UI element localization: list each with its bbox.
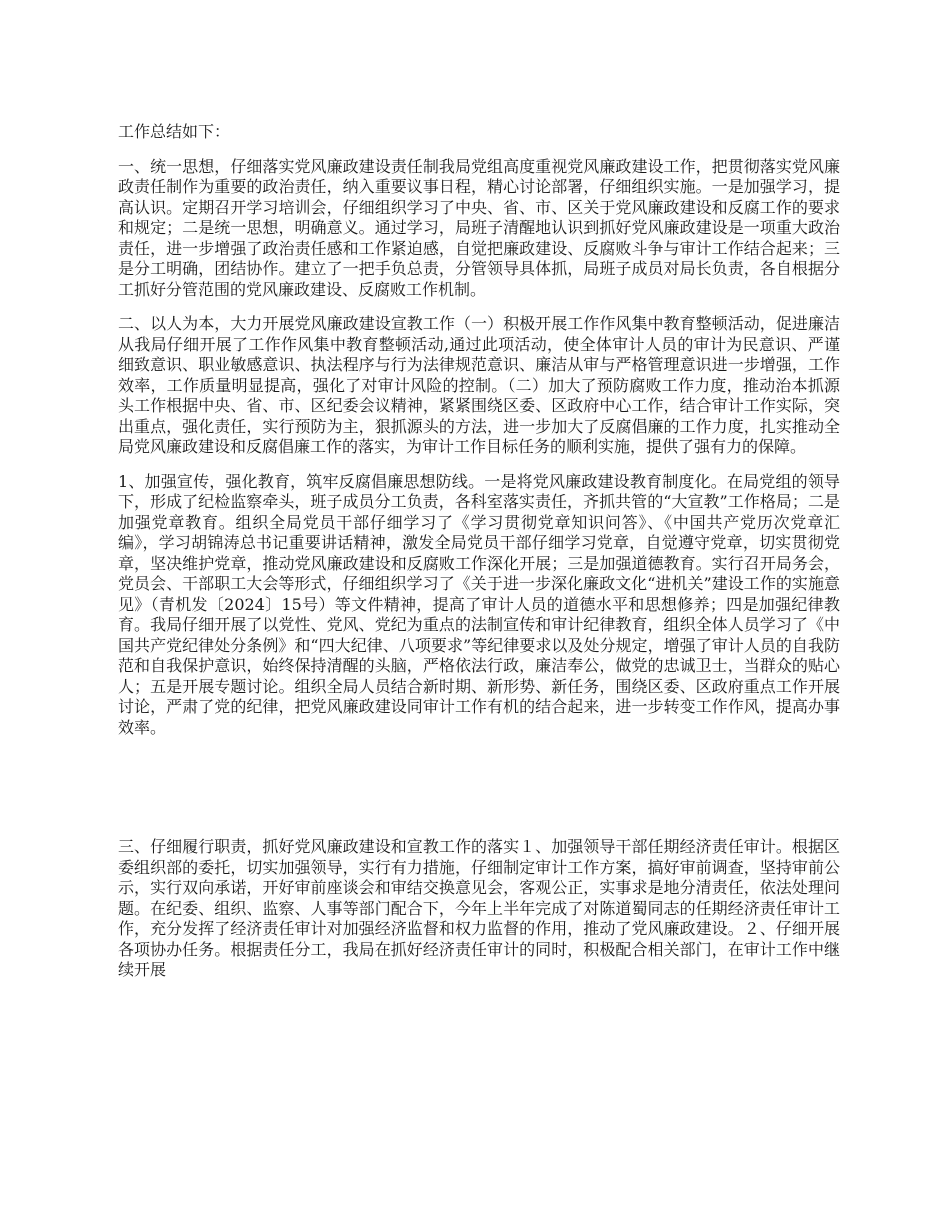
paragraph-section-2: 二、以人为本，大力开展党风廉政建设宣教工作（一）积极开展工作作风集中教育整顿活动，促进廉洁从我局仔细开展了工作作风集中教育整顿活动,通过此项活动，使全体审计人员的审计为民意识、严谨细致意识、职业敏感意识、执法程序与行为法律规范意识、廉洁从审与严格管理意识进一步增强，工作效率，工作质量明显提高，强化了对审计风险的控制。（二）加大了预防腐败工作力度，推动治本抓源头工作根据中央、省、市、区纪委会议精神，紧紧围绕区委、区政府中心工作，结合审计工作实际，突出重点，强化责任，实行预防为主，狠抓源头的方法，进一步加大了反腐倡廉的工作力度，扎实推动全局党风廉政建设和反腐倡廉工作的落实，为审计工作目标任务的顺利实施，提供了强有力的保障。 (118, 314, 840, 456)
paragraph-section-3: 三、仔细履行职责，抓好党风廉政建设和宣教工作的落实１、加强领导干部任期经济责任审计。根据区委组织部的委托，切实加强领导，实行有力措施，仔细制定审计工作方案，搞好审前调查，坚持审前公示，实行双向承诺，开好审前座谈会和审结交换意见会，客观公正，实事求是地分清责任，依法处理问题。在纪委、组织、监察、人事等部门配合下，今年上半年完成了对陈道蜀同志的任期经济责任审计工作，充分发挥了经济责任审计对加强经济监督和权力监督的作用，推动了党风廉政建设。２、仔细开展各项协办任务。根据责任分工，我局在抓好经济责任审计的同时，积极配合相关部门，在审计工作中继续开展 (118, 837, 840, 979)
intro-line: 工作总结如下： (118, 122, 231, 141)
paragraph-item-1: 1、加强宣传，强化教育，筑牢反腐倡廉思想防线。一是将党风廉政建设教育制度化。在局党组的领导下，形成了纪检监察牵头，班子成员分工负责，各科室落实责任，齐抓共管的“大宣教”工作格局；二是加强党章教育。组织全局党员干部仔细学习了《学习贯彻党章知识问答》、《中国共产党历次党章汇编》，学习胡锦涛总书记重要讲话精神，激发全局党员干部仔细学习党章，自觉遵守党章，切实贯彻党章，坚决维护党章，推动党风廉政建设和反腐败工作深化开展；三是加强道德教育。实行召开局务会，党员会、干部职工大会等形式，仔细组织学习了《关于进一步深化廉政文化“进机关”建设工作的实施意见》（青机发〔2024〕15号）等文件精神，提高了审计人员的道德水平和思想修养；四是加强纪律教育。我局仔细开展了以党性、党风、党纪为重点的法制宣传和审计纪律教育，组织全体人员学习了《中国共产党纪律处分条例》和“四大纪律、八项要求”等纪律要求以及处分规定，增强了审计人员的自我防范和自我保护意识，始终保持清醒的头脑，严格依法行政，廉洁奉公，做党的忠诚卫士，当群众的贴心人；五是开展专题讨论。组织全局人员结合新时期、新形势、新任务，围绕区委、区政府重点工作开展讨论，严肃了党的纪律，把党风廉政建设同审计工作有机的结合起来，进一步转变工作作风，提高办事效率。 (118, 471, 840, 737)
paragraph-section-1: 一、统一思想，仔细落实党风廉政建设责任制我局党组高度重视党风廉政建设工作，把贯彻落实党风廉政责任制作为重要的政治责任，纳入重要议事日程，精心讨论部署，仔细组织实施。一是加强学习，提高认识。定期召开学习培训会，仔细组织学习了中央、省、市、区关于党风廉政建设和反腐工作的要求和规定；二是统一思想，明确意义。通过学习，局班子清醒地认识到抓好党风廉政建设是一项重大政治责任，进一步增强了政治责任感和工作紧迫感，自觉把廉政建设、反腐败斗争与审计工作结合起来；三是分工明确，团结协作。建立了一把手负总责，分管领导具体抓，局班子成员对局长负责，各自根据分工抓好分管范围的党风廉政建设、反腐败工作机制。 (118, 156, 840, 299)
document-body (118, 122, 840, 981)
blank-gap (118, 738, 840, 837)
